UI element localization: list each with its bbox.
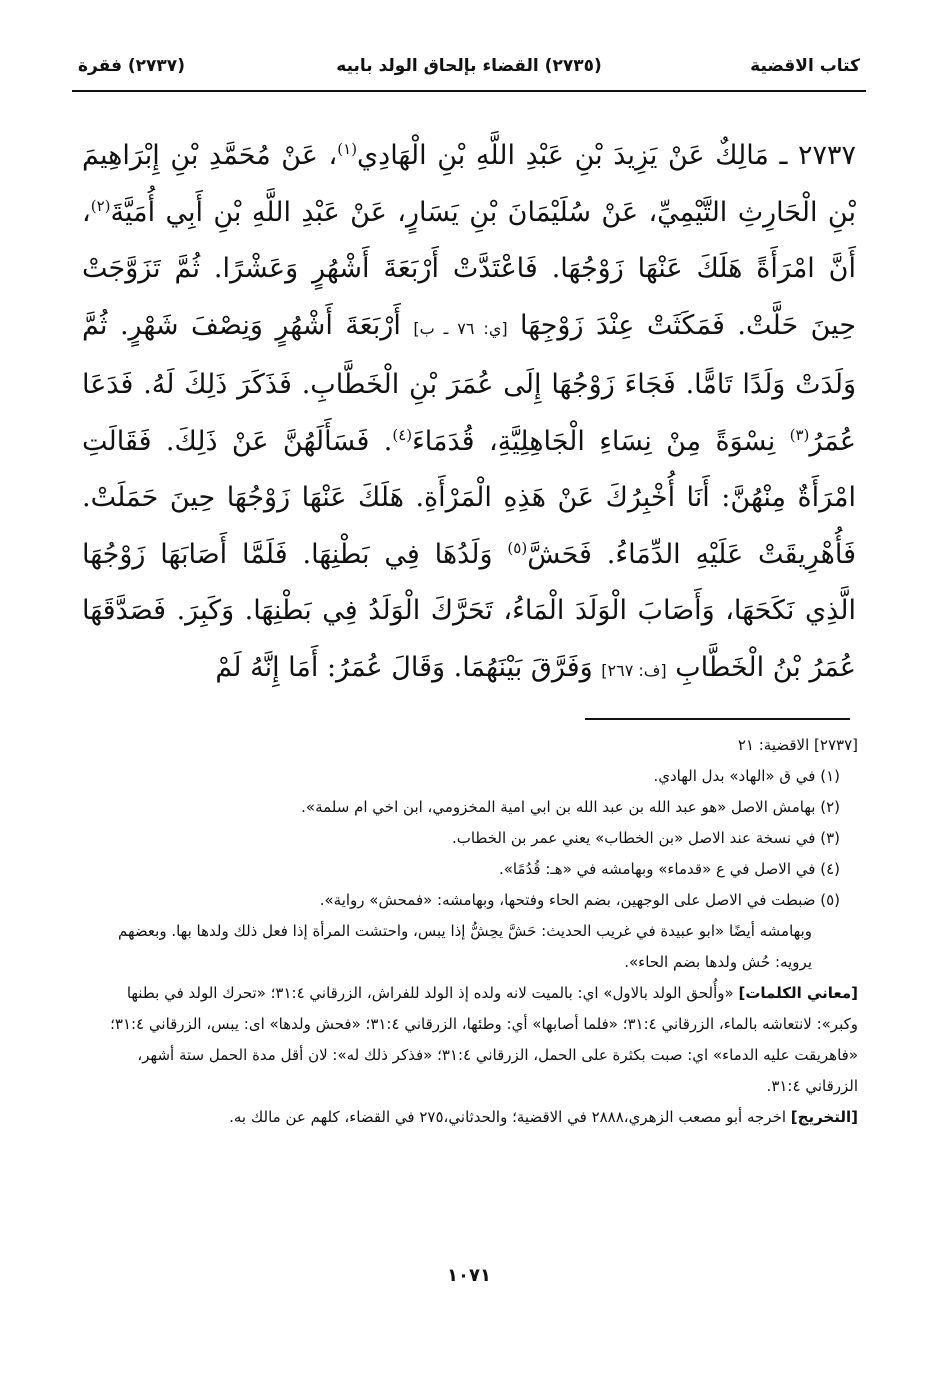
hadith-segment: ، عَنْ مُحَمَّدِ بْنِ إِبْرَاهِيمَ بْنِ الْحَارِثِ التَّيْمِيِّ، عَنْ سُلَيْمَانَ بْنِ يَسَارٍ، عَنْ عَبْدِ اللَّهِ بْنِ أَبِي أُمَيَّةَ	[82, 140, 856, 228]
book-title: كتاب الاقضية	[750, 56, 860, 76]
hadith-segment: أَرْبَعَةَ أَشْهُرٍ وَنِصْفَ شَهْرٍ. ثُمَّ وَلَدَتْ وَلَدًا تَامًّا. فَجَاءَ زَوْجُهَا إِلَى عُمَرَ بْنِ الْخَطَّابِ. فَذَكَرَ ذَلِكَ لَهُ. فَدَعَا عُمَرُ	[82, 309, 856, 457]
footnote-3: (٣) في نسخة عند الاصل «بن الخطاب» يعني عمر بن الخطاب.	[451, 829, 840, 847]
vocabulary-note	[82, 978, 858, 1102]
footnote-1: (١) في ق «الهاد» بدل الهادي.	[653, 767, 840, 785]
vocabulary-text: «وأُلحق الولد بالاول» اي: بالميت لانه ولده إذ الولد للفراش، الزرقاني ٣١:٤؛ «تحرك الولد في بطنها وكبر»: لانتعاشه بالماء، الزرقاني ٣١:٤؛ «فلما أصابها» أي: وطئها، الزرقاني ٣١:٤؛ «فحش ولدها» اى: يبس، الزرقاني ٣١:٤؛ «فاهريقت عليه الدماء» اي: صبت بكثرة على الحمل، الزرقاني ٣١:٤؛ «فذكر ذلك له»: لان أقل مدة الحمل ستة أشهر، الزرقاني ٣١:٤.	[110, 984, 858, 1095]
chapter-title: (٢٧٣٥) القضاء بإلحاق الولد بابيه	[336, 56, 602, 76]
footnote-ref-4: (٤)	[392, 425, 413, 444]
hadith-segment: وَفَرَّقَ بَيْنَهُمَا. وَقَالَ عُمَرُ: أَمَا إِنَّهُ لَمْ	[215, 651, 602, 683]
footnote-5-continued: وبهامشه أيضًا «ابو عبيدة في غريب الحديث: حَشَّ يحِشُّ إذا يبس، واحتشت المرأة إذا فعل ذلك ولدها بها. وبعضهم يرويه: حُش ولدها بضم الحاء».	[118, 922, 812, 971]
source-reference: [٢٧٣٧] الاقضية: ٢١	[737, 736, 858, 754]
paragraph-reference: (٢٧٣٧) فقرة	[78, 56, 185, 76]
page-number: ١٠٧١	[447, 1265, 491, 1286]
footnote-ref-2: (٢)	[90, 196, 111, 215]
hadith-segment: نِسْوَةً مِنْ نِسَاءِ الْجَاهِلِيَّةِ، قُدَمَاءَ	[412, 425, 790, 457]
takhrij-note	[82, 1102, 858, 1133]
footnote-ref-3: (٣)	[789, 425, 810, 444]
footnotes	[82, 730, 858, 1133]
header-divider	[72, 90, 866, 92]
manuscript-marker: [ي: ٧٦ ـ ب]	[413, 318, 508, 338]
footnote-ref-1: (١)	[337, 140, 358, 158]
footnote-5: (٥) ضبطت في الاصل على الوجهين، بضم الحاء وفتحها، وبهامشه: «فمحش» رواية».	[319, 891, 840, 909]
footnote-2: (٢) بهامش الاصل «هو عبد الله بن عبد الله بن ابي امية المخزومي، ابن اخي ام سلمة».	[301, 798, 840, 816]
running-header	[78, 50, 860, 86]
footnote-divider	[585, 718, 850, 720]
footnote-4: (٤) في الاصل في ع «قدماء» وبهامشه في «هـ: قُدُمًا».	[498, 860, 840, 878]
takhrij-text: اخرجه أبو مصعب الزهري،٢٨٨٨ في الاقضية؛ والحدثاني،٢٧٥ في القضاء، كلهم عن مالك به.	[229, 1108, 791, 1126]
manuscript-marker: [ف: ٢٦٧]	[601, 660, 667, 680]
hadith-number: ٢٧٣٧	[797, 140, 856, 171]
footnote-ref-5: (٥)	[507, 538, 528, 557]
hadith-segment: ، أَنَّ امْرَأَةً هَلَكَ عَنْهَا زَوْجُهَا. فَاعْتَدَّتْ أَرْبَعَةَ أَشْهُرٍ وَعَشْرًا. ثُمَّ تَزَوَّجَتْ حِينَ حَلَّتْ. فَمَكَثَتْ عِنْدَ زَوْجِهَا	[82, 196, 857, 341]
hadith-segment: وَلَدُهَا فِي بَطْنِهَا. فَلَمَّا أَصَابَهَا زَوْجُهَا الَّذِي نَكَحَهَا، وَأَصَابَ الْوَلَدَ الْمَاءُ، تَحَرَّكَ الْوَلَدُ فِي بَطْنِهَا. وَكَبِرَ. فَصَدَّقَهَا عُمَرُ بْنُ الْخَطَّابِ	[82, 538, 856, 683]
hadith-segment: . فَسَأَلَهُنَّ عَنْ ذَلِكَ. فَقَالَتِ امْرَأَةٌ مِنْهُنَّ: أَنَا أُخْبِرُكَ عَنْ هَذِهِ الْمَرْأَةِ. هَلَكَ عَنْهَا زَوْجُهَا حِينَ حَمَلَتْ. فَأُهْرِيقَتْ عَلَيْهِ الدِّمَاءُ. فَحَشَّ	[82, 425, 856, 570]
hadith-paragraph	[82, 128, 856, 699]
hadith-segment: ـ مَالِكٌ عَنْ يَزِيدَ بْنِ عَبْدِ اللَّهِ بْنِ الْهَادِي	[357, 140, 798, 171]
vocabulary-label: [معاني الكلمات]	[738, 984, 858, 1002]
takhrij-label: [التخريج]	[790, 1108, 858, 1126]
hadith-text	[82, 128, 856, 699]
